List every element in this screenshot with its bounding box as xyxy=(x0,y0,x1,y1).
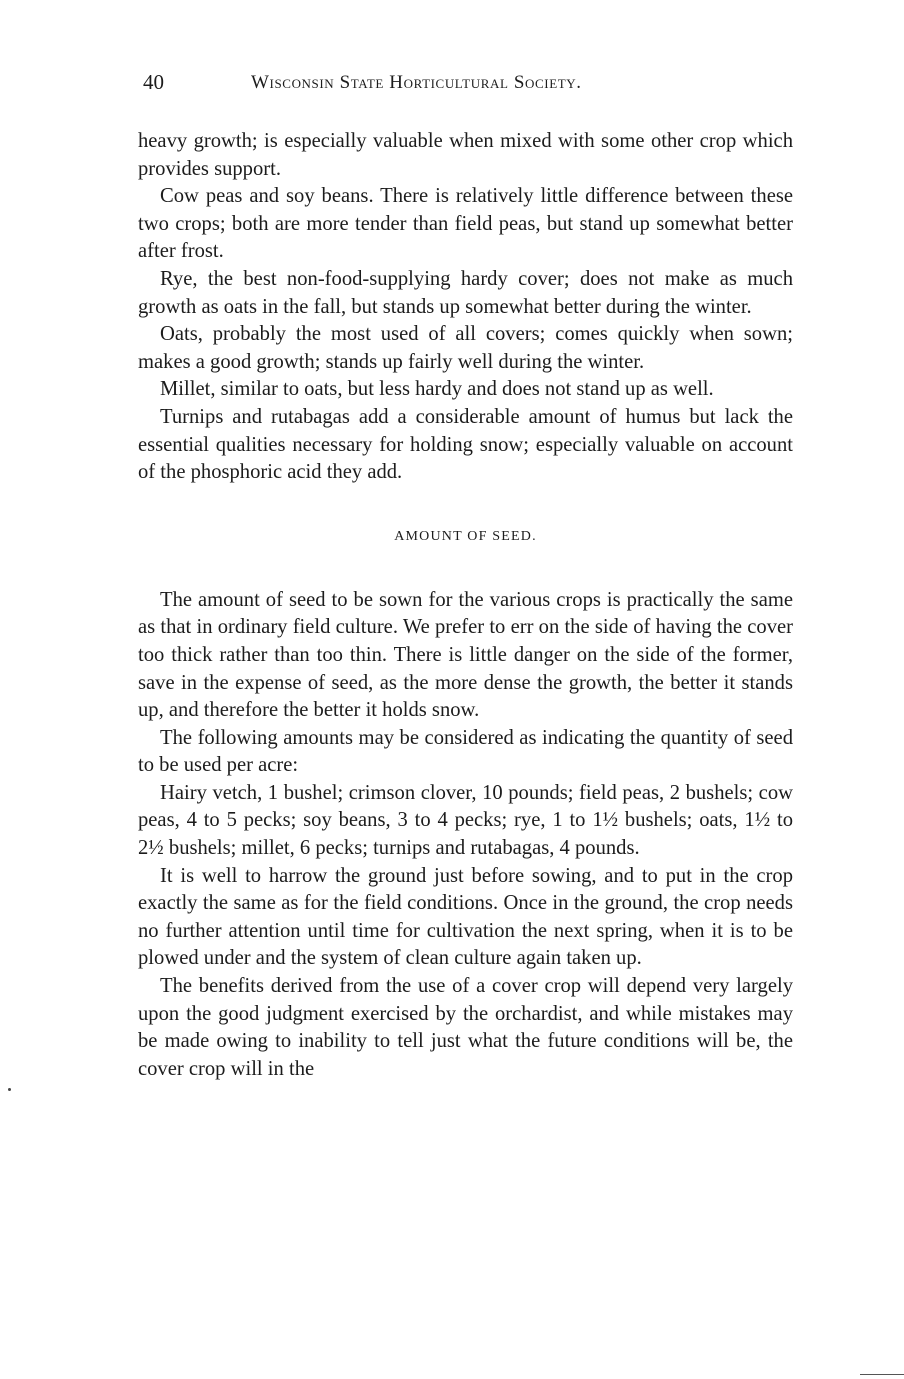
paragraph: The benefits derived from the use of a cover crop will depend very largely upon the good judgment exercised by the orchardist, and while mistakes may be made owing to inability to tell just what the future conditions will be, the cover crop will in the xyxy=(138,975,793,1080)
page-header xyxy=(143,70,803,104)
paragraph: Oats, probably the most used of all covers; comes quickly when sown; makes a good growth; stands up fairly well during the winter. xyxy=(138,323,793,373)
paragraph: heavy growth; is especially valuable when mixed with some other crop which provides support. xyxy=(138,130,793,180)
paragraph: The following amounts may be considered as indicating the quantity of seed to be used per acre: xyxy=(138,726,793,777)
scan-edge-line xyxy=(860,1374,904,1375)
page-number: 40 xyxy=(143,70,164,94)
paragraph: Millet, similar to oats, but less hardy and does not stand up as well. xyxy=(160,378,714,401)
paragraph: It is well to harrow the ground just before sowing, and to put in the crop exactly the same as for the field conditions. Once in the ground, the crop needs no further attention until time for cultivation the next spring, when it is to be plowed under and the system of clean culture again taken up. xyxy=(138,864,793,970)
paragraph: Rye, the best non-food-supplying hardy cover; does not make as much growth as oats in the fall, but stands up somewhat better during the winter. xyxy=(138,267,793,318)
paragraph: Turnips and rutabagas add a considerable amount of humus but lack the essential qualities necessary for holding snow; especially valuable on account of the phosphoric acid they add. xyxy=(138,405,793,484)
scan-speck xyxy=(8,1088,11,1091)
paragraph: The amount of seed to be sown for the various crops is practically the same as that in ordinary field culture. We prefer to err on the side of having the cover too thick rather than too thin. There is little danger on the side of the former, save in the expense of seed, as the more dense the growth, the better it stands up, and therefore the better it holds snow. xyxy=(138,588,793,722)
paragraph: Cow peas and soy beans. There is relatively little difference between these two crops; both are more tender than field peas, but stand up somewhat better after frost. xyxy=(138,185,793,263)
section-heading: AMOUNT OF SEED. xyxy=(394,528,537,544)
paragraph: Hairy vetch, 1 bushel; crimson clover, 10 pounds; field peas, 2 bushels; cow peas, 4 to 5 pecks; soy beans, 3 to 4 pecks; rye, 1 to 1½ bushels; oats, 1½ to 2½ bushels; millet, 6 pecks; turnips and rutabagas, 4 pounds. xyxy=(138,781,793,860)
body-text xyxy=(138,128,793,1083)
running-head: Wisconsin State Horticultural Society. xyxy=(251,72,582,93)
